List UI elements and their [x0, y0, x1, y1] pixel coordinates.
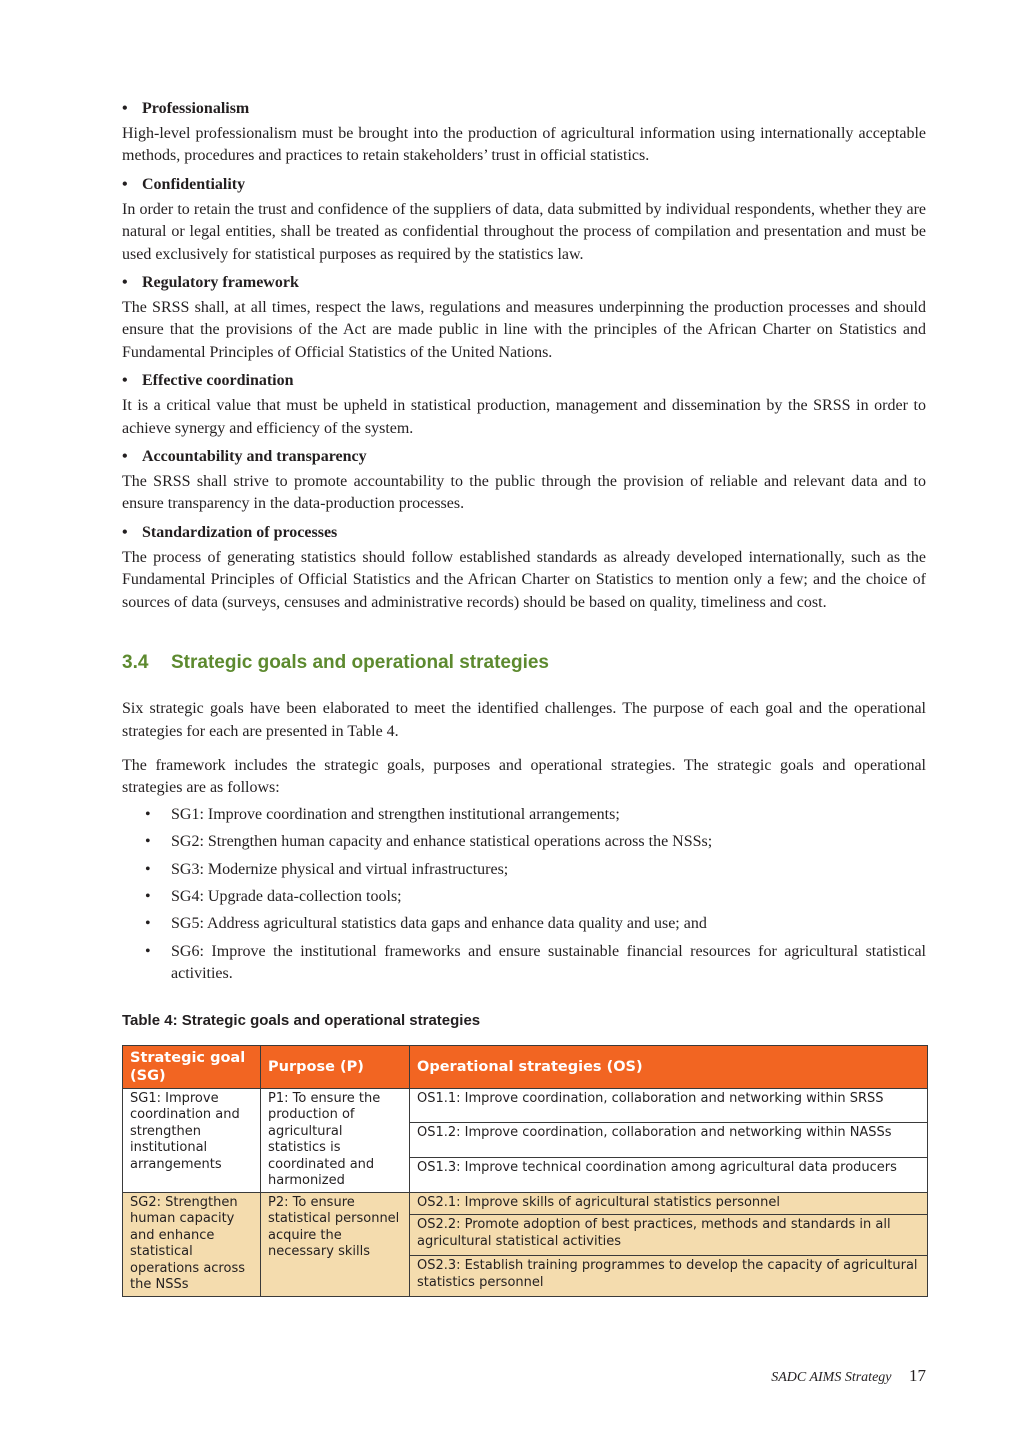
value-heading: [122, 174, 926, 196]
value-heading: [122, 522, 926, 544]
column-header-goal: Strategic goal (SG): [123, 1045, 261, 1088]
value-block: [122, 174, 926, 266]
goal-item: • SG1: Improve coordination and strengthen institutional arrangements;: [171, 804, 926, 826]
section-paragraph: The framework includes the strategic goals, purposes and operational strategies. The strategic goals and operational strategies are as follows:: [122, 756, 926, 797]
strategy-table: [122, 1045, 928, 1297]
value-text: The SRSS shall strive to promote accountability to the public through the provision of reliable and relevant data and to ensure transparency in the data-production processes.: [122, 473, 926, 513]
section-heading: [122, 652, 926, 674]
column-header-purpose: Purpose (P): [261, 1045, 410, 1088]
column-header-strategies: Operational strategies (OS): [410, 1045, 928, 1088]
value-text: In order to retain the trust and confidence of the suppliers of data, data submitted by individual respondents, whether they are natural or legal entities, shall be treated as confidential throughout the process of compilation and presentation and must be used exclusively for statistical purposes as required by the statistics law.: [122, 200, 926, 263]
bullet-icon: •: [122, 100, 128, 117]
goal-item: • SG4: Upgrade data-collection tools;: [171, 886, 926, 908]
value-title: Confidentiality: [142, 175, 246, 193]
value-title: Standardization of processes: [142, 523, 338, 541]
section-title: Strategic goals and operational strategies: [171, 652, 549, 674]
bullet-icon: •: [122, 523, 128, 541]
value-block: [122, 522, 926, 614]
goal-item: • SG3: Modernize physical and virtual infrastructures;: [171, 859, 926, 881]
bullet-icon: •: [122, 372, 128, 390]
publication-title: SADC AIMS Strategy: [771, 1370, 892, 1385]
strategy-cell: OS1.3: Improve technical coordination among agricultural data producers: [410, 1157, 928, 1192]
goals-list: [122, 804, 926, 986]
value-text: It is a critical value that must be upheld in statistical production, management and dissemination by the SRSS in order to achieve synergy and efficiency of the system.: [122, 397, 926, 437]
table-header-row: [123, 1045, 928, 1088]
value-title: Accountability and transparency: [142, 448, 367, 466]
strategy-cell: OS2.2: Promote adoption of best practices, methods and standards in all agricultural statistical activities: [410, 1215, 928, 1256]
value-title: Professionalism: [142, 100, 250, 117]
value-text: The SRSS shall, at all times, respect the laws, regulations and measures underpinning the production processes and should ensure that the provisions of the Act are made public in line with the principles of the African Charter on Statistics and Fundamental Principles of Official Statistics of the United Nations.: [122, 299, 926, 361]
strategy-cell: OS2.3: Establish training programmes to develop the capacity of agricultural statistics personnel: [410, 1256, 928, 1297]
value-title: Regulatory framework: [142, 274, 299, 292]
strategy-cell: OS2.1: Improve skills of agricultural statistics personnel: [410, 1192, 928, 1215]
bullet-icon: •: [122, 175, 128, 193]
purpose-cell: P1: To ensure the production of agricultural statistics is coordinated and harmonized: [261, 1088, 410, 1192]
value-block: [122, 98, 926, 168]
strategy-cell: OS1.2: Improve coordination, collaboration and networking within NASSs: [410, 1123, 928, 1158]
goal-item: • SG6: Improve the institutional frameworks and ensure sustainable financial resources for agricultural statistical activities.: [171, 941, 926, 986]
page-content: [122, 92, 926, 1297]
table-row: [123, 1088, 928, 1123]
goal-cell: SG2: Strengthen human capacity and enhance statistical operations across the NSSs: [123, 1192, 261, 1296]
goal-cell: SG1: Improve coordination and strengthen institutional arrangements: [123, 1088, 261, 1192]
page-number: 17: [909, 1366, 926, 1385]
value-text: The process of generating statistics should follow established standards as already developed internationally, such as the Fundamental Principles of Official Statistics and the African Charter on Statistics to mention only a few; and the choice of sources of data (surveys, censuses and administrative records) should be based on quality, timeliness and cost.: [122, 548, 926, 611]
value-heading: [122, 446, 926, 468]
goal-item: • SG5: Address agricultural statistics data gaps and enhance data quality and use; and: [171, 913, 926, 935]
value-block: [122, 446, 926, 516]
value-heading: [122, 272, 926, 294]
bullet-icon: •: [122, 448, 128, 466]
bullet-icon: •: [122, 274, 128, 292]
page-footer: [771, 1366, 926, 1386]
section-number: 3.4: [122, 652, 149, 674]
value-heading: [122, 370, 926, 392]
table-caption: Table 4: Strategic goals and operational strategies: [122, 1011, 481, 1029]
section-paragraph: Six strategic goals have been elaborated to meet the identified challenges. The purpose of each goal and the operational strategies for each are presented in Table 4.: [122, 700, 926, 740]
value-text: High-level professionalism must be brought into the production of agricultural information using internationally acceptable methods, procedures and practices to retain stakeholders’ trust in official statistics.: [122, 125, 926, 165]
table-row: [123, 1192, 928, 1215]
value-heading: [122, 98, 926, 120]
value-block: [122, 370, 926, 440]
strategy-cell: OS1.1: Improve coordination, collaboration and networking within SRSS: [410, 1088, 928, 1123]
value-block: [122, 272, 926, 364]
goal-item: • SG2: Strengthen human capacity and enhance statistical operations across the NSSs;: [171, 831, 926, 853]
value-title: Effective coordination: [142, 372, 294, 390]
purpose-cell: P2: To ensure statistical personnel acquire the necessary skills: [261, 1192, 410, 1296]
